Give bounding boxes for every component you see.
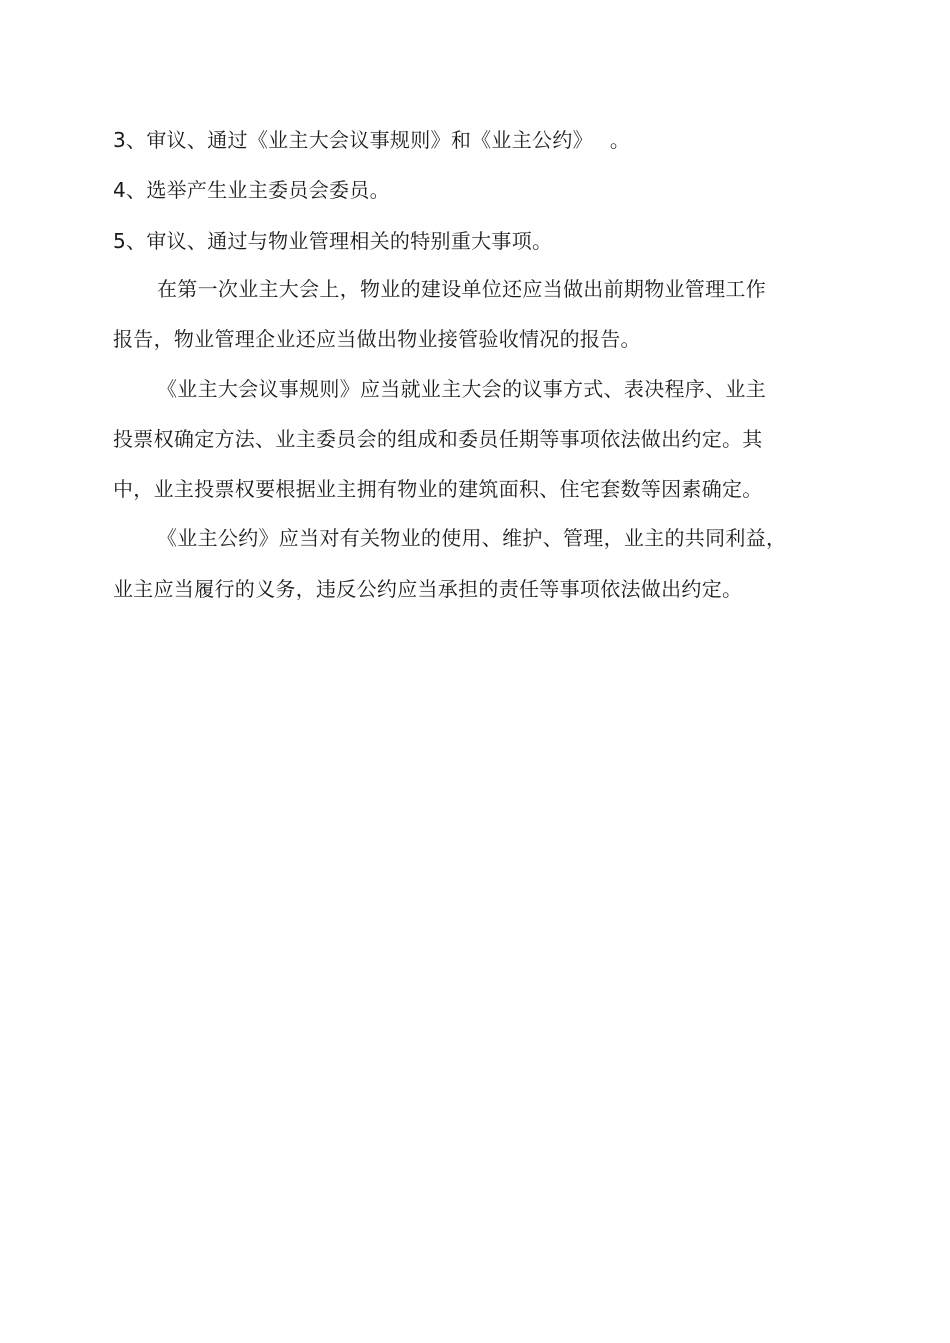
list-item-5: 5、审议、通过与物业管理相关的特别重大事项。 (113, 229, 553, 253)
list-item-3: 3、审议、通过《业主大会议事规则》和《业主公约》 。 (113, 128, 631, 152)
paragraph-covenant-line-1: 《业主公约》应当对有关物业的使用、维护、管理，业主的共同利益， (157, 526, 787, 550)
paragraph-rules-line-2: 投票权确定方法、业主委员会的组成和委员任期等事项依法做出约定。其 (113, 427, 763, 451)
list-item-4: 4、选举产生业主委员会委员。 (113, 178, 390, 202)
paragraph-covenant-line-2: 业主应当履行的义务，违反公约应当承担的责任等事项依法做出约定。 (113, 577, 743, 601)
paragraph-first-meeting-line-1: 在第一次业主大会上，物业的建设单位还应当做出前期物业管理工作 (157, 277, 766, 301)
paragraph-rules-line-1: 《业主大会议事规则》应当就业主大会的议事方式、表决程序、业主 (157, 377, 766, 401)
paragraph-rules-line-3: 中，业主投票权要根据业主拥有物业的建筑面积、住宅套数等因素确定。 (113, 477, 763, 501)
paragraph-first-meeting-line-2: 报告，物业管理企业还应当做出物业接管验收情况的报告。 (113, 327, 641, 351)
